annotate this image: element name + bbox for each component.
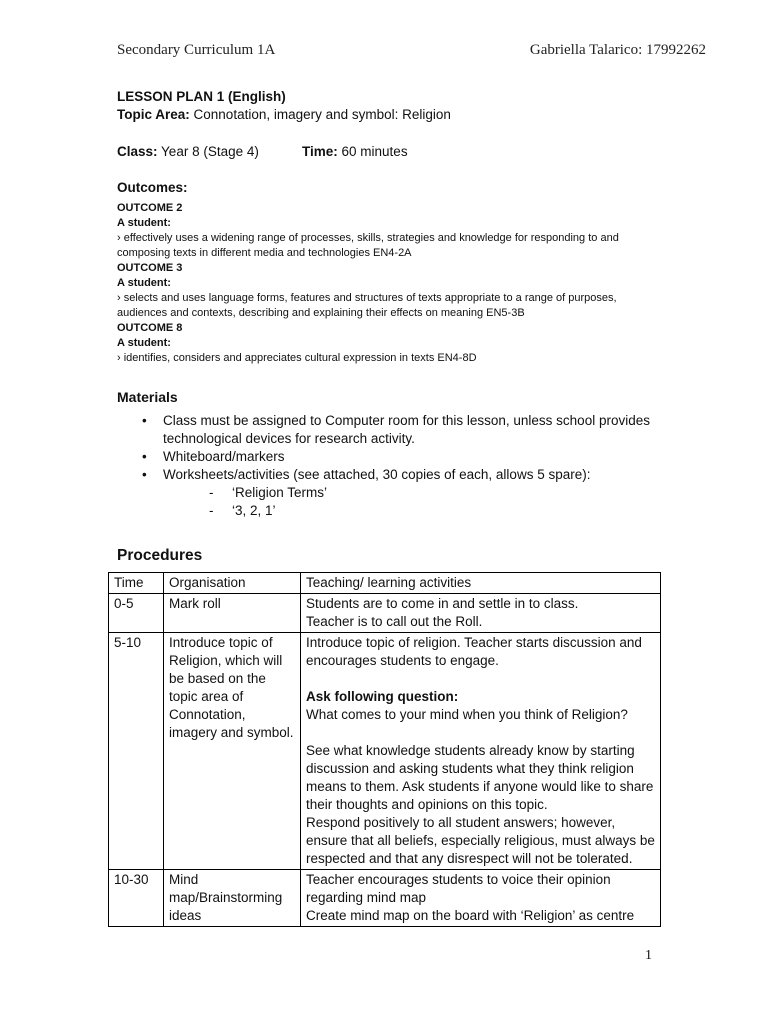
- procedures-table: [108, 572, 661, 927]
- column-header-time: Time: [109, 573, 164, 594]
- procedures-heading: Procedures: [117, 547, 203, 564]
- materials-list: [117, 412, 665, 484]
- outcome-student: A student:: [117, 337, 171, 349]
- outcome-text: › identifies, considers and appreciates cultural expression in texts EN4-8D: [117, 352, 477, 364]
- cell-time: 5-10: [109, 633, 164, 870]
- list-item-text: Class must be assigned to Computer room for this lesson, unless school provides technological devices for research activity.: [163, 413, 650, 446]
- cell-time: 10-30: [109, 870, 164, 927]
- bullet-icon: •: [142, 413, 147, 428]
- header-left: Secondary Curriculum 1A: [117, 42, 276, 58]
- list-item: [117, 412, 665, 448]
- class-label: Class:: [117, 144, 158, 159]
- outcomes-heading: Outcomes:: [117, 180, 188, 195]
- activity-line: Teacher encourages students to voice their opinion regarding mind map: [306, 872, 611, 905]
- class-value: Year 8 (Stage 4): [161, 144, 259, 159]
- outcome-title: OUTCOME 2: [117, 202, 183, 214]
- topic-value: Connotation, imagery and symbol: Religion: [193, 107, 451, 122]
- activity-line: Students are to come in and settle in to class.: [306, 596, 579, 611]
- header-right: Gabriella Talarico: 17992262: [529, 42, 706, 58]
- cell-organisation: Mind map/Brainstorming ideas: [164, 870, 301, 927]
- question-text: What comes to your mind when you think of Religion?: [306, 707, 628, 722]
- cell-organisation: Mark roll: [164, 594, 301, 633]
- outcome-title: OUTCOME 8: [117, 322, 183, 334]
- column-header-organisation: Organisation: [164, 573, 301, 594]
- bullet-icon: •: [142, 467, 147, 482]
- outcome-student: A student:: [117, 217, 171, 229]
- topic-area: [117, 106, 665, 124]
- table-row: [109, 870, 661, 927]
- outcome-student: A student:: [117, 277, 171, 289]
- dash-icon: -: [209, 503, 214, 518]
- outcome-2: [117, 201, 665, 366]
- lesson-title: LESSON PLAN 1 (English): [117, 89, 286, 104]
- list-item: [117, 448, 665, 466]
- topic-label: Topic Area:: [117, 107, 190, 122]
- cell-organisation: Introduce topic of Religion, which will be based on the topic area of Connotation, imagery and symbol.: [164, 633, 301, 870]
- dash-icon: -: [209, 485, 214, 500]
- question-label: Ask following question:: [306, 689, 459, 704]
- table-header-row: [109, 573, 661, 594]
- sub-list-item: [117, 484, 665, 502]
- list-item-text: Whiteboard/markers: [163, 449, 285, 464]
- list-item: [117, 466, 665, 484]
- outcome-title: OUTCOME 3: [117, 262, 183, 274]
- time-label: Time:: [302, 144, 338, 159]
- page-number: 1: [645, 948, 652, 963]
- class-line: [117, 143, 665, 161]
- outcome-text: › effectively uses a widening range of processes, skills, strategies and knowledge for responding to and composing texts in different media and technologies EN4-2A: [117, 232, 619, 259]
- activity-line: Create mind map on the board with ‘Religion’ as centre: [306, 908, 635, 923]
- sub-list-item: [117, 502, 665, 520]
- cell-time: 0-5: [109, 594, 164, 633]
- table-row: [109, 594, 661, 633]
- cell-activities: [301, 633, 661, 870]
- activity-intro: Introduce topic of religion. Teacher starts discussion and encourages students to engage.: [306, 635, 642, 668]
- document-body: [117, 88, 665, 566]
- list-item-text: Worksheets/activities (see attached, 30 copies of each, allows 5 spare):: [163, 467, 591, 482]
- cell-activities: [301, 870, 661, 927]
- spacer: [306, 670, 655, 688]
- time-value: 60 minutes: [341, 144, 408, 159]
- table-row: [109, 633, 661, 870]
- activity-body: Respond positively to all student answers; however, ensure that all beliefs, especially religious, must always be respected and that any disrespect will not be tolerated.: [306, 815, 655, 866]
- outcome-text: › selects and uses language forms, features and structures of texts appropriate to a range of purposes, audiences and contexts, describing and explaining their effects on meaning EN5-3B: [117, 292, 617, 319]
- spacer: [306, 724, 655, 742]
- activity-body: See what knowledge students already know by starting discussion and asking students what they think religion means to them. Ask students if anyone would like to share their thoughts and opinions on this topic.: [306, 743, 654, 812]
- time-field: [302, 143, 408, 161]
- sub-item-text: ‘Religion Terms’: [232, 485, 328, 500]
- bullet-icon: •: [142, 449, 147, 464]
- column-header-activities: Teaching/ learning activities: [301, 573, 661, 594]
- cell-activities: [301, 594, 661, 633]
- sub-item-text: ‘3, 2, 1’: [232, 503, 276, 518]
- activity-line: Teacher is to call out the Roll.: [306, 614, 483, 629]
- materials-heading: Materials: [117, 389, 178, 405]
